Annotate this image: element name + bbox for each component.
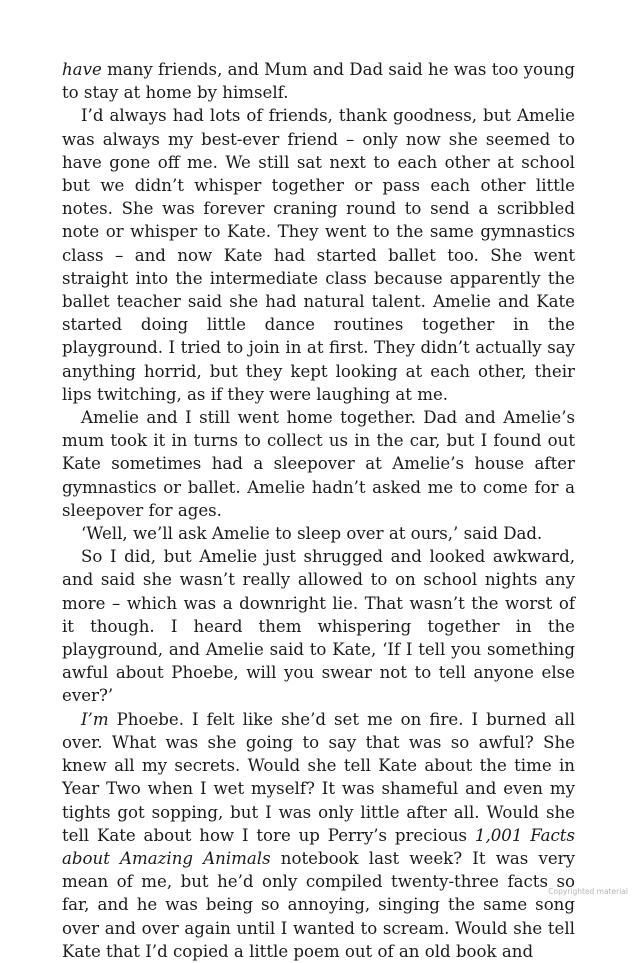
paragraph [62,545,575,707]
paragraph [62,104,575,406]
italic-text: 1,001 Facts about Amazing Animals [62,825,575,868]
copyright-watermark: Copyrighted material [548,887,628,896]
book-page-text [62,58,575,963]
italic-text: have [62,60,102,79]
paragraph [62,522,575,545]
text-run: many friends, and Mum and Dad said he was too young to stay at home by himself. [62,60,575,103]
text-run: Amelie and I still went home together. Dad and Amelie’s mum took it in turns to collect us in the car, but I found out Kate sometimes had a sleepover at Amelie’s house after gymnastics or ballet. Amelie hadn’t asked me to come for a sleepover for ages. [62,408,575,520]
paragraph [62,406,575,522]
text-run: Phoebe. I felt like she’d set me on fire. I burned all over. What was she going to say that was so awful? She knew all my secrets. Would she tell Kate about the time in Year Two when I wet myself? It was shameful and even my tights got sopping, but I was only little after all. Would she tell Kate about how I tore up Perry’s precious [62,709,575,845]
text-run: notebook last week? It was very mean of me, but he’d only compiled twenty-three facts so far, and he was being so annoying, singing the same song over and over again until I wanted to scream. Would she tell Kate that I’d copied a little poem out of an old book and [62,848,575,961]
text-run: So I did, but Amelie just shrugged and looked awkward, and said she wasn’t really allowed to on school nights any more – which was a downright lie. That wasn’t the worst of it though. I heard them whispering together in the playground, and Amelie said to Kate, ‘If I tell you something awful about Phoebe, will you swear not to tell anyone else ever?’ [62,547,575,706]
paragraph [62,58,575,104]
text-run: ‘Well, we’ll ask Amelie to sleep over at ours,’ said Dad. [81,524,543,544]
text-run: I’d always had lots of friends, thank goodness, but Amelie was always my best-ever friend – only now she seemed to have gone off me. We still sat next to each other at school but we didn’t whisper together or pass each other little notes. She was forever craning round to send a scribbled note or whisper to Kate. They went to the same gymnastics class – and now Kate had started ballet too. She went straight into the intermediate class because apparently the ballet teacher said she had natural talent. Amelie and Kate started doing little dance routines together in the playground. I tried to join in at first. They didn’t actually say anything horrid, but they kept looking at each other, their lips twitching, as if they were laughing at me. [62,106,575,404]
italic-text: I’m [81,709,109,729]
paragraph [62,708,575,963]
